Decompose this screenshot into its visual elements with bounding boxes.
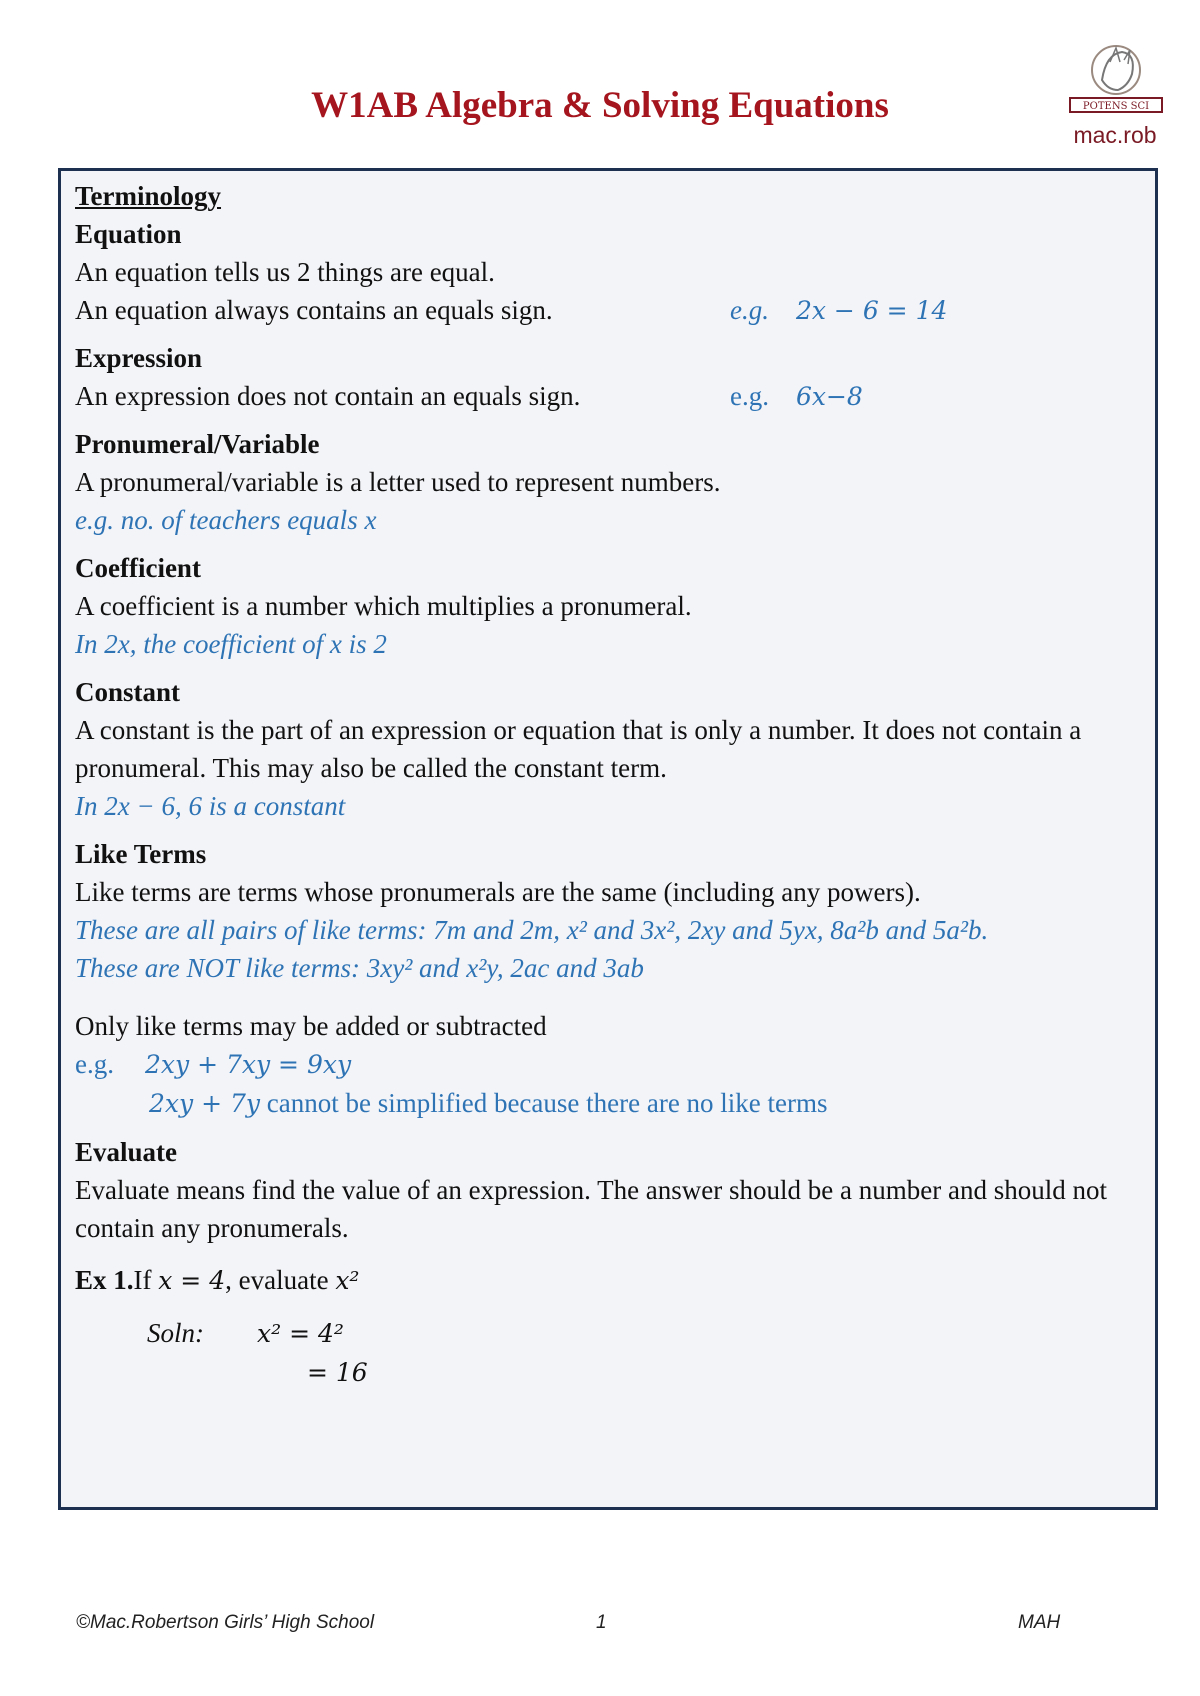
solution-line-1: x² = 4² (257, 1319, 344, 1348)
crest-motto: POTENS SCI (1082, 101, 1150, 112)
pronumeral-example: e.g. no. of teachers equals x (75, 505, 377, 535)
like-terms-eg-2-math: 2xy + 7y (149, 1089, 260, 1118)
equation-eg-label: e.g. (730, 295, 769, 325)
equation-eg-math: 2x − 6 = 14 (795, 296, 948, 325)
footer-author: MAH (1018, 1612, 1061, 1633)
like-terms-example-2: These are NOT like terms: 3xy² and x²y, 2ac and 3ab (75, 953, 644, 983)
equation-definition-2: An equation always contains an equals sign. (75, 295, 553, 325)
term-evaluate: Evaluate (75, 1137, 178, 1167)
expression-example (730, 377, 863, 416)
example-1-text-b: , evaluate (225, 1265, 336, 1295)
solution-row-1 (75, 1314, 1143, 1353)
terminology-box (58, 168, 1158, 1510)
expression-eg-label: e.g. (730, 381, 769, 411)
example-1-math-a: x = 4 (158, 1266, 226, 1295)
term-pronumeral: Pronumeral/Variable (75, 429, 320, 459)
equation-definition-1: An equation tells us 2 things are equal. (75, 257, 495, 287)
term-expression: Expression (75, 343, 203, 373)
footer-school: ©Mac.Robertson Girls’ High School (76, 1612, 375, 1633)
term-equation: Equation (75, 219, 182, 249)
pronumeral-definition: A pronumeral/variable is a letter used to represent numbers. (75, 467, 721, 497)
logo-text: mac.rob (1073, 122, 1157, 148)
like-terms-example-1: These are all pairs of like terms: 7m and 2m, x² and 3x², 2xy and 5yx, 8a²b and 5a²b. (75, 915, 989, 945)
term-coefficient: Coefficient (75, 553, 201, 583)
like-terms-eg-row-1 (75, 1045, 1143, 1084)
coefficient-example: In 2x, the coefficient of x is 2 (75, 629, 387, 659)
example-1-text-a: If (133, 1265, 159, 1295)
like-terms-rule: Only like terms may be added or subtracted (75, 1011, 547, 1041)
like-terms-eg-2-text: cannot be simplified because there are no like terms (260, 1088, 828, 1118)
example-1-math-b: x² (335, 1266, 360, 1295)
like-terms-eg-row-2 (75, 1084, 1143, 1123)
like-terms-eg-1: 2xy + 7xy = 9xy (145, 1050, 352, 1079)
section-heading: Terminology (75, 181, 222, 211)
expression-eg-math: 6x−8 (795, 382, 863, 411)
example-1-question (75, 1261, 1143, 1300)
example-1-label: Ex 1. (75, 1265, 134, 1295)
like-terms-definition: Like terms are terms whose pronumerals are the same (including any powers). (75, 877, 921, 907)
evaluate-definition: Evaluate means find the value of an expression. The answer should be a number and should not contain any pronumerals. (75, 1175, 1107, 1243)
like-terms-eg-label: e.g. (75, 1049, 114, 1079)
coefficient-definition: A coefficient is a number which multiplies a pronumeral. (75, 591, 692, 621)
term-constant: Constant (75, 677, 181, 707)
expression-definition-row (75, 377, 1143, 415)
solution-line-2: = 16 (307, 1358, 368, 1387)
solution-label: Soln: (147, 1318, 204, 1348)
equation-example (730, 291, 947, 330)
footer-page-number: 1 (596, 1612, 607, 1633)
constant-definition: A constant is the part of an expression or equation that is only a number. It does not contain a pronumeral. This may also be called the constant term. (75, 715, 1082, 783)
equation-definition-row (75, 291, 1143, 329)
expression-definition: An expression does not contain an equals sign. (75, 381, 581, 411)
solution-row-2 (75, 1353, 1143, 1392)
constant-example: In 2x − 6, 6 is a constant (75, 791, 346, 821)
page-title: W1AB Algebra & Solving Equations (311, 85, 889, 126)
term-like-terms: Like Terms (75, 839, 207, 869)
